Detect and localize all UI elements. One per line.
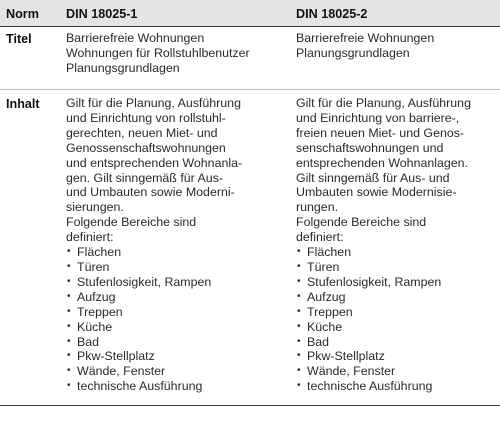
titel-din-18025-2 (296, 31, 492, 61)
text-line: und Umbauten sowie Moderni- (66, 185, 235, 200)
text-line: Umbauten sowie Modernisie- (296, 185, 457, 200)
list-item: • Stufenlosigkeit, Rampen (296, 275, 492, 290)
list-item: • Pkw-Stellplatz (296, 349, 492, 364)
bullet-list (296, 245, 492, 394)
list-item: • Küche (66, 320, 276, 335)
bullet-list (66, 245, 276, 394)
text-line: senschaftswohnungen und (296, 140, 444, 155)
text-line: rungen. (296, 200, 339, 215)
list-item: • Aufzug (66, 290, 276, 305)
list-item: • Küche (296, 320, 492, 335)
text-line: und entsprechenden Wohnanla- (66, 155, 243, 170)
list-item: • Stufenlosigkeit, Rampen (66, 275, 276, 290)
list-item: • Aufzug (296, 290, 492, 305)
row-divider (0, 89, 500, 90)
text-line: Genossenschaftswohnungen (66, 140, 226, 155)
text-line: und Einrichtung von barriere-, (296, 110, 460, 125)
text-line: gerechten, neuen Miet- und (66, 125, 218, 140)
text-line: Gilt für die Planung, Ausführung (296, 96, 471, 110)
list-item: • Treppen (296, 305, 492, 320)
titel-din-18025-1 (66, 31, 276, 76)
list-item: • Treppen (66, 305, 276, 320)
text-line: freien neuen Miet- und Genos- (296, 125, 465, 140)
text-line: Planungsgrundlagen (296, 45, 410, 60)
text-line: Folgende Bereiche sind (296, 215, 427, 230)
header-norm: Norm (6, 7, 39, 21)
text-line: und Einrichtung von rollstuhl- (66, 110, 226, 125)
list-item: • Bad (296, 335, 492, 350)
header-din-18025-1: DIN 18025-1 (66, 7, 138, 21)
text-line: Barrierefreie Wohnungen (66, 31, 205, 45)
text-line: Folgende Bereiche sind (66, 215, 197, 230)
list-item: • Wände, Fenster (296, 364, 492, 379)
header-din-18025-2: DIN 18025-2 (296, 7, 368, 21)
list-item: • Pkw-Stellplatz (66, 349, 276, 364)
text-line: Gilt sinngemäß für Aus- und (296, 170, 450, 185)
text-line: Planungsgrundlagen (66, 60, 180, 75)
inhalt-din-18025-2 (296, 96, 492, 394)
list-item: • Wände, Fenster (66, 364, 276, 379)
text-line: definiert: (296, 230, 344, 245)
text-line: gen. Gilt sinngemäß für Aus- (66, 170, 224, 185)
list-item: • technische Ausführung (66, 379, 276, 394)
list-item: • Flächen (66, 245, 276, 260)
list-item: • Flächen (296, 245, 492, 260)
inhalt-din-18025-1 (66, 96, 276, 394)
text-line: Gilt für die Planung, Ausführung (66, 96, 241, 110)
text-line: entsprechenden Wohnanlagen. (296, 155, 468, 170)
list-item: • Türen (66, 260, 276, 275)
text-line: definiert: (66, 230, 114, 245)
header-divider (0, 26, 500, 27)
table-header (0, 0, 500, 26)
list-item: • Bad (66, 335, 276, 350)
row-label-inhalt: Inhalt (6, 97, 40, 111)
list-item: • Türen (296, 260, 492, 275)
text-line: Wohnungen für Rollstuhlbenutzer (66, 45, 250, 60)
table-bottom-rule (0, 405, 500, 406)
text-line: Barrierefreie Wohnungen (296, 31, 435, 45)
row-label-titel: Titel (6, 32, 32, 46)
text-line: sierungen. (66, 200, 124, 215)
list-item: • technische Ausführung (296, 379, 492, 394)
